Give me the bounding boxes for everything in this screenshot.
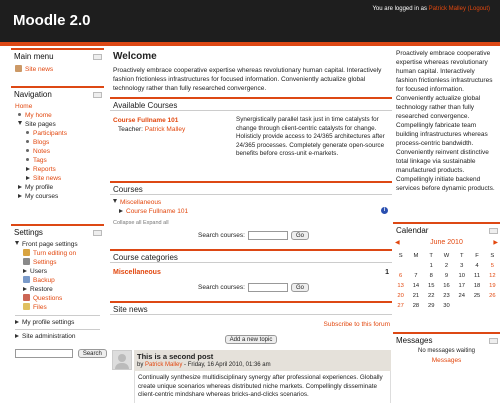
site-news-title: Site news <box>113 305 148 314</box>
calendar-next-icon[interactable]: ▶ <box>493 240 498 246</box>
calendar-month[interactable]: June 2010 <box>430 239 463 246</box>
collapsed-icon[interactable] <box>18 185 22 189</box>
nav-reports[interactable]: Reports <box>33 166 56 173</box>
category-count: 1 <box>385 269 389 276</box>
calendar-day[interactable]: 14 <box>412 283 420 289</box>
calendar-week <box>393 301 500 311</box>
block-controls-icon[interactable] <box>93 92 102 98</box>
courses-heading <box>110 181 392 195</box>
calendar-day[interactable]: 29 <box>427 303 435 309</box>
calendar-day[interactable] <box>485 301 500 311</box>
bullet-icon <box>26 131 29 134</box>
calendar-day[interactable]: 28 <box>412 303 420 309</box>
nav-my-courses[interactable]: My courses <box>25 193 59 200</box>
calendar-day[interactable]: 12 <box>489 273 496 279</box>
calendar-nav <box>393 239 500 251</box>
post-body: Continually synthesize multidisciplinary synergy after professional experiences. Globally create unique scenarios whereas distributed niche markets. Compellingly disseminate client-centric mindshare whereas bricks-and-clicks scenarios. <box>134 371 391 403</box>
collapsed-icon[interactable] <box>18 194 22 198</box>
post-by: by <box>137 362 144 368</box>
collapsed-icon[interactable] <box>23 269 27 273</box>
course-link[interactable]: Course Fullname 101 <box>126 208 189 215</box>
calendar-day[interactable]: 25 <box>473 293 481 299</box>
edit-icon <box>23 249 30 256</box>
calendar-day[interactable]: 19 <box>489 283 496 289</box>
messages-link[interactable]: Messages <box>431 357 462 364</box>
logout-link[interactable]: (Logout) <box>467 6 490 12</box>
calendar-day[interactable]: 6 <box>399 273 403 279</box>
calendar-prev-icon[interactable]: ◀ <box>395 240 400 246</box>
course-categories-title: Course categories <box>113 253 178 262</box>
post-author-link[interactable]: Patrick Malley <box>145 362 183 368</box>
nav-my-home[interactable]: My home <box>25 112 52 119</box>
calendar-day[interactable]: 17 <box>458 283 465 289</box>
site-news-heading <box>110 301 392 315</box>
collapse-expand-links[interactable]: Collapse all Expand all <box>113 220 169 226</box>
categories-search-input[interactable] <box>248 283 288 292</box>
site-news-link[interactable]: Site news <box>25 66 54 73</box>
calendar-week <box>393 291 500 301</box>
weekday-label: S <box>490 253 495 259</box>
calendar-day[interactable]: 22 <box>427 293 435 299</box>
calendar-block <box>393 222 500 332</box>
calendar-day[interactable]: 27 <box>397 303 404 309</box>
collapsed-icon[interactable] <box>15 334 19 338</box>
expanded-icon[interactable] <box>113 199 117 203</box>
login-prefix: You are logged in as <box>372 6 427 12</box>
files-link[interactable]: Files <box>33 304 47 311</box>
block-controls-icon[interactable] <box>93 230 102 236</box>
nav-tags[interactable]: Tags <box>33 157 47 164</box>
calendar-day[interactable]: 13 <box>397 283 404 289</box>
news-icon <box>15 65 22 72</box>
calendar-day[interactable] <box>393 261 408 271</box>
category-row <box>113 269 391 276</box>
site-title[interactable]: Moodle 2.0 <box>13 12 91 29</box>
settings-search-button[interactable]: Search <box>78 349 107 358</box>
categories-search-label: Search courses: <box>198 284 245 292</box>
nav-notes[interactable]: Notes <box>33 148 50 155</box>
calendar-title <box>393 222 500 236</box>
calendar-day[interactable]: 24 <box>458 293 465 299</box>
right-text-block: Proactively embrace cooperative expertise whereas revolutionary human capital. Interactively fashion frictionless infrastructures for focused information. Conveniently actualize global technology rather than fully researched convergence. Compellingly fabricate team building infrastructures whereas process-centric bandwidth. Conveniently reinvent distinctive total linkage via sustainable manufactured products. Compellingly initiate backend services before dynamic products. <box>396 50 495 192</box>
courses-search <box>198 231 309 240</box>
calendar-day[interactable]: 21 <box>412 293 420 299</box>
turn-editing-on-link[interactable]: Turn editing on <box>33 250 77 257</box>
weekday-label: W <box>443 253 450 259</box>
calendar-day[interactable]: 8 <box>429 273 433 279</box>
weekday-label: M <box>413 253 419 259</box>
weekday-label: S <box>398 253 403 259</box>
teacher-link[interactable]: Patrick Malley <box>144 126 186 133</box>
calendar-week <box>393 261 500 271</box>
restore-item[interactable]: Restore <box>30 286 53 293</box>
course-tree <box>113 198 391 228</box>
calendar-day[interactable]: 4 <box>475 263 479 269</box>
bullet-icon <box>26 158 29 161</box>
course-name-link[interactable]: Course Fullname 101 <box>113 117 179 124</box>
main-menu-title-text: Main menu <box>14 52 54 61</box>
nav-site-news[interactable]: Site news <box>33 175 62 182</box>
calendar-day[interactable]: 3 <box>460 263 464 269</box>
info-icon[interactable]: i <box>381 207 388 214</box>
backup-icon <box>23 276 30 283</box>
page-header <box>0 0 500 42</box>
calendar-day[interactable] <box>454 301 469 311</box>
weekday-label: T <box>459 253 464 259</box>
settings-title <box>11 224 104 238</box>
teacher-label: Teacher: <box>118 126 143 133</box>
calendar-day[interactable] <box>469 301 484 311</box>
no-messages-text: No messages waiting <box>417 348 476 354</box>
welcome-heading: Welcome <box>113 51 157 62</box>
calendar-day[interactable]: 30 <box>443 303 450 309</box>
avatar[interactable] <box>112 350 132 370</box>
block-controls-icon[interactable] <box>489 338 498 344</box>
messages-block <box>393 332 500 372</box>
post-date: - Friday, 16 April 2010, 01:36 am <box>184 362 271 368</box>
calendar-day[interactable]: 11 <box>474 273 481 279</box>
welcome-text: Proactively embrace cooperative expertise whereas revolutionary human capital. Interactively fashion frictionless infrastructures for focused information. Conveniently actualize global technology rather than fully researched convergence. <box>113 67 382 92</box>
login-info <box>372 6 490 12</box>
nav-my-profile[interactable]: My profile <box>25 184 54 191</box>
nav-site-pages[interactable]: Site pages <box>25 121 56 128</box>
course-info <box>113 116 223 134</box>
calendar-day[interactable] <box>408 261 423 271</box>
messages-title-text: Messages <box>396 336 433 345</box>
bullet-icon <box>26 140 29 143</box>
backup-link[interactable]: Backup <box>33 277 55 284</box>
main-menu-title <box>11 48 104 62</box>
courses-go-button[interactable]: Go <box>291 231 309 240</box>
calendar-day[interactable]: 18 <box>473 283 481 289</box>
settings-title-text: Settings <box>14 228 43 237</box>
user-name-link[interactable]: Patrick Malley <box>428 6 466 12</box>
nav-home[interactable]: Home <box>15 103 33 110</box>
calendar-day[interactable]: 26 <box>489 293 496 299</box>
nav-participants[interactable]: Participants <box>33 130 67 137</box>
navigation-title-text: Navigation <box>14 90 52 99</box>
add-topic-wrap <box>110 335 392 344</box>
bullet-icon <box>26 149 29 152</box>
calendar-title-text: Calendar <box>396 226 429 235</box>
collapsed-icon[interactable] <box>119 209 123 213</box>
calendar-grid <box>393 251 500 311</box>
courses-search-label: Search courses: <box>198 232 245 240</box>
calendar-day[interactable]: 23 <box>443 293 450 299</box>
category-link[interactable]: Miscellaneous <box>113 269 161 276</box>
main-menu-item[interactable] <box>15 65 100 74</box>
settings-search-input[interactable] <box>15 349 73 358</box>
subscribe-link[interactable]: Subscribe to this forum <box>323 321 390 328</box>
category-link[interactable]: Miscellaneous <box>120 199 162 206</box>
nav-blogs[interactable]: Blogs <box>33 139 50 146</box>
calendar-day[interactable]: 16 <box>443 283 450 289</box>
front-page-settings[interactable]: Front page settings <box>22 241 78 248</box>
categories-go-button[interactable]: Go <box>291 283 309 292</box>
collapsed-icon[interactable] <box>23 287 27 291</box>
available-courses-heading <box>110 97 392 111</box>
expanded-icon[interactable] <box>15 241 19 245</box>
calendar-day[interactable]: 10 <box>458 273 465 279</box>
available-courses-title: Available Courses <box>113 101 178 110</box>
add-topic-button[interactable]: Add a new topic <box>225 335 278 344</box>
block-controls-icon[interactable] <box>489 228 498 234</box>
post-meta <box>137 362 388 368</box>
calendar-day[interactable]: 15 <box>427 283 435 289</box>
weekday-label: T <box>429 253 433 259</box>
messages-title <box>393 332 500 346</box>
bullet-icon <box>18 113 21 116</box>
calendar-day[interactable]: 5 <box>490 263 494 269</box>
navigation-block <box>11 86 104 216</box>
course-summary: Synergistically parallel task just in time catalysts for change through client-centric catalysts for change. Holisticly provide access to 24/365 architectures after 24/365 processes. Completely generate open-source benefits before cross-unit e-markets. <box>236 116 385 157</box>
main-menu-block <box>11 48 104 78</box>
courses-search-input[interactable] <box>248 231 288 240</box>
weekday-label: F <box>475 253 479 259</box>
users-item[interactable]: Users <box>30 268 47 275</box>
categories-search <box>198 283 309 292</box>
questions-link[interactable]: Questions <box>33 295 63 302</box>
settings-block <box>11 224 104 374</box>
calendar-day[interactable]: 2 <box>444 263 449 269</box>
courses-title: Courses <box>113 185 143 194</box>
calendar-day[interactable]: 9 <box>444 273 449 279</box>
navigation-title <box>11 86 104 100</box>
calendar-week <box>393 271 500 281</box>
post-header <box>134 350 391 371</box>
post-title: This is a second post <box>137 352 214 361</box>
collapsed-icon[interactable] <box>15 320 19 324</box>
folder-icon <box>23 303 30 310</box>
calendar-week <box>393 281 500 291</box>
calendar-weekdays <box>393 251 500 261</box>
calendar-day[interactable]: 20 <box>397 293 404 299</box>
course-categories-heading <box>110 249 392 263</box>
settings-icon <box>23 258 30 265</box>
block-controls-icon[interactable] <box>93 54 102 60</box>
questions-icon <box>23 294 30 301</box>
calendar-day[interactable]: 1 <box>429 263 433 269</box>
collapsed-icon[interactable] <box>26 176 30 180</box>
my-profile-settings[interactable]: My profile settings <box>22 319 75 326</box>
settings-link[interactable]: Settings <box>33 259 57 266</box>
calendar-day[interactable]: 7 <box>414 273 418 279</box>
collapsed-icon[interactable] <box>26 167 30 171</box>
expanded-icon[interactable] <box>18 121 22 125</box>
header-accent-stripe <box>0 42 500 46</box>
site-administration[interactable]: Site administration <box>22 333 76 340</box>
